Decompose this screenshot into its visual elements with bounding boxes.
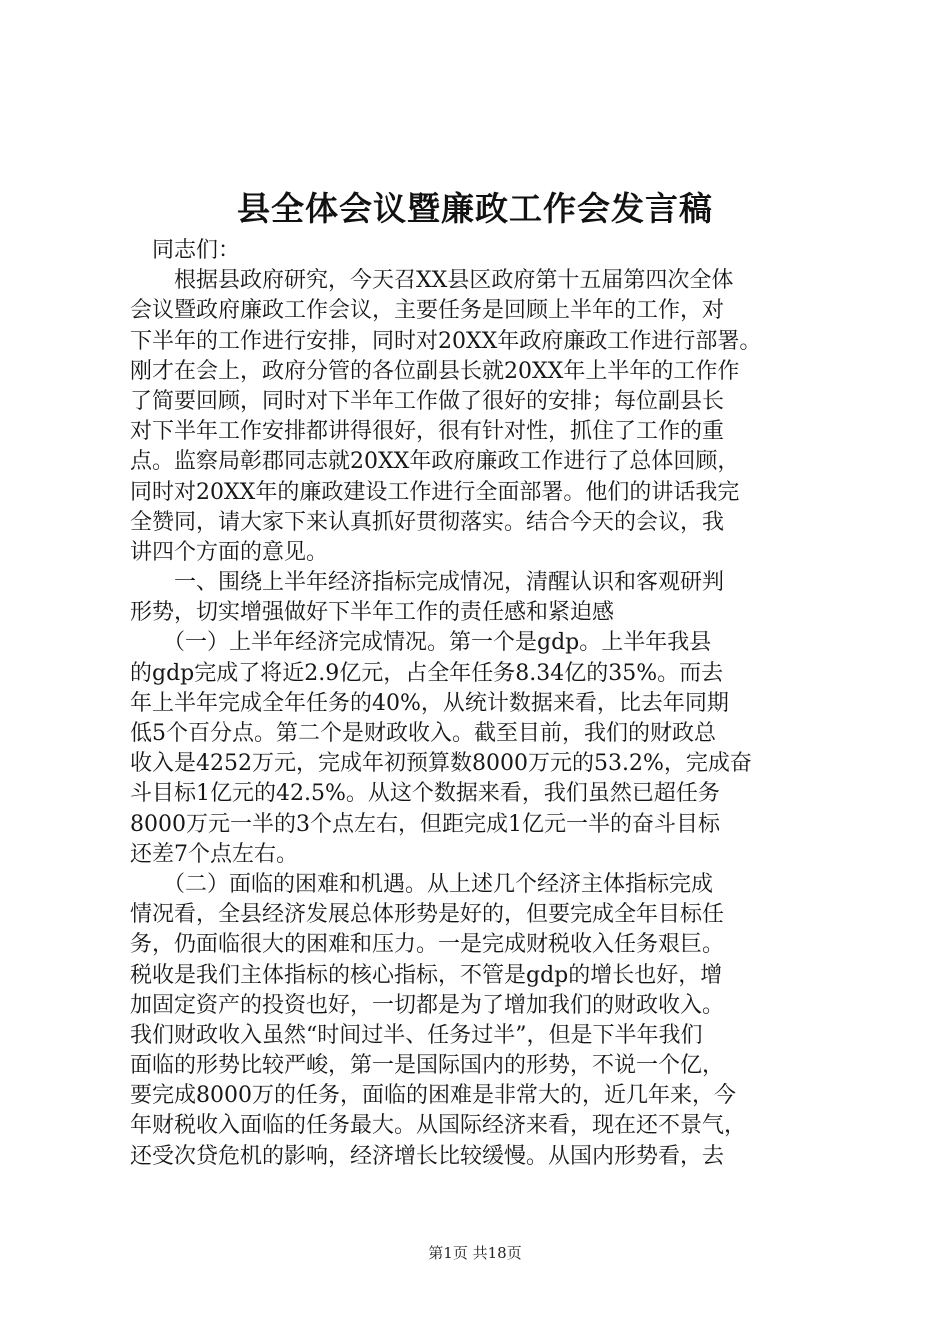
text-line: 会议暨政府廉政工作会议，主要任务是回顾上半年的工作，对 (130, 298, 725, 324)
text-line: 年财税收入面临的任务最大。从国际经济来看，现在还不景气， (130, 1113, 747, 1139)
text-line: 收入是4252万元，完成年初预算数8000万元的53.2%，完成奋 (130, 751, 752, 777)
document-title: 县全体会议暨廉政工作会发言稿 (237, 189, 713, 228)
text-line: 一、围绕上半年经济指标完成情况，清醒认识和客观研判 (130, 570, 725, 596)
text-line: 要完成8000万的任务，面临的困难是非常大的，近几年来，今 (130, 1083, 736, 1109)
text-line: 下半年的工作进行安排，同时对20XX年政府廉政工作进行部署。 (130, 328, 762, 354)
text-line: （一）上半年经济完成情况。第一个是gdp。上半年我县 (130, 630, 712, 656)
text-line: 对下半年工作安排都讲得很好，很有针对性，抓住了工作的重 (130, 419, 725, 445)
text-line: 的gdp完成了将近2.9亿元，占全年任务8.34亿的35%。而去 (130, 660, 724, 686)
text-line: 斗目标1亿元的42.5%。从这个数据来看，我们虽然已超任务 (130, 781, 720, 807)
text-line: 讲四个方面的意见。 (130, 539, 329, 565)
text-line: 还差7个点左右。 (130, 841, 298, 867)
text-line: 同时对20XX年的廉政建设工作进行全面部署。他们的讲话我完 (130, 479, 740, 505)
text-line: 全赞同，请大家下来认真抓好贯彻落实。结合今天的会议，我 (130, 509, 725, 535)
page-number-footer: 第1页 共18页 (428, 1244, 522, 1262)
text-line: 税收是我们主体指标的核心指标，不管是gdp的增长也好，增 (130, 962, 723, 988)
text-line: 了简要回顾，同时对下半年工作做了很好的安排；每位副县长 (130, 388, 725, 414)
text-line: 我们财政收入虽然“时间过半、任务过半”，但是下半年我们 (130, 1022, 703, 1048)
text-line: 低5个百分点。第二个是财政收入。截至目前，我们的财政总 (130, 721, 716, 746)
text-line: 务，仍面临很大的困难和压力。一是完成财税收入任务艰巨。 (130, 932, 725, 958)
text-line: 刚才在会上，政府分管的各位副县长就20XX年上半年的工作作 (130, 358, 740, 384)
text-line: 面临的形势比较严峻，第一是国际国内的形势，不说一个亿， (130, 1053, 725, 1079)
text-line: 年上半年完成全年任务的40%，从统计数据来看，比去年同期 (130, 690, 729, 716)
text-line: 8000万元一半的3个点左右，但距完成1亿元一半的奋斗目标 (130, 811, 720, 837)
text-line: 点。监察局彰郡同志就20XX年政府廉政工作进行了总体回顾， (130, 449, 740, 475)
text-line: 加固定资产的投资也好，一切都是为了增加我们的财政收入。 (130, 992, 725, 1018)
text-line: （二）面临的困难和机遇。从上述几个经济主体指标完成 (130, 871, 714, 897)
text-line: 还受次贷危机的影响，经济增长比较缓慢。从国内形势看，去 (130, 1143, 725, 1169)
document-body (130, 236, 830, 1172)
text-line: 情况看，全县经济发展总体形势是好的，但要完成全年目标任 (130, 902, 725, 928)
text-line: 形势，切实增强做好下半年工作的责任感和紧迫感 (130, 600, 615, 626)
text-line: 同志们： (130, 238, 241, 263)
text-line: 根据县政府研究，今天召XX县区政府第十五届第四次全体 (130, 268, 734, 294)
